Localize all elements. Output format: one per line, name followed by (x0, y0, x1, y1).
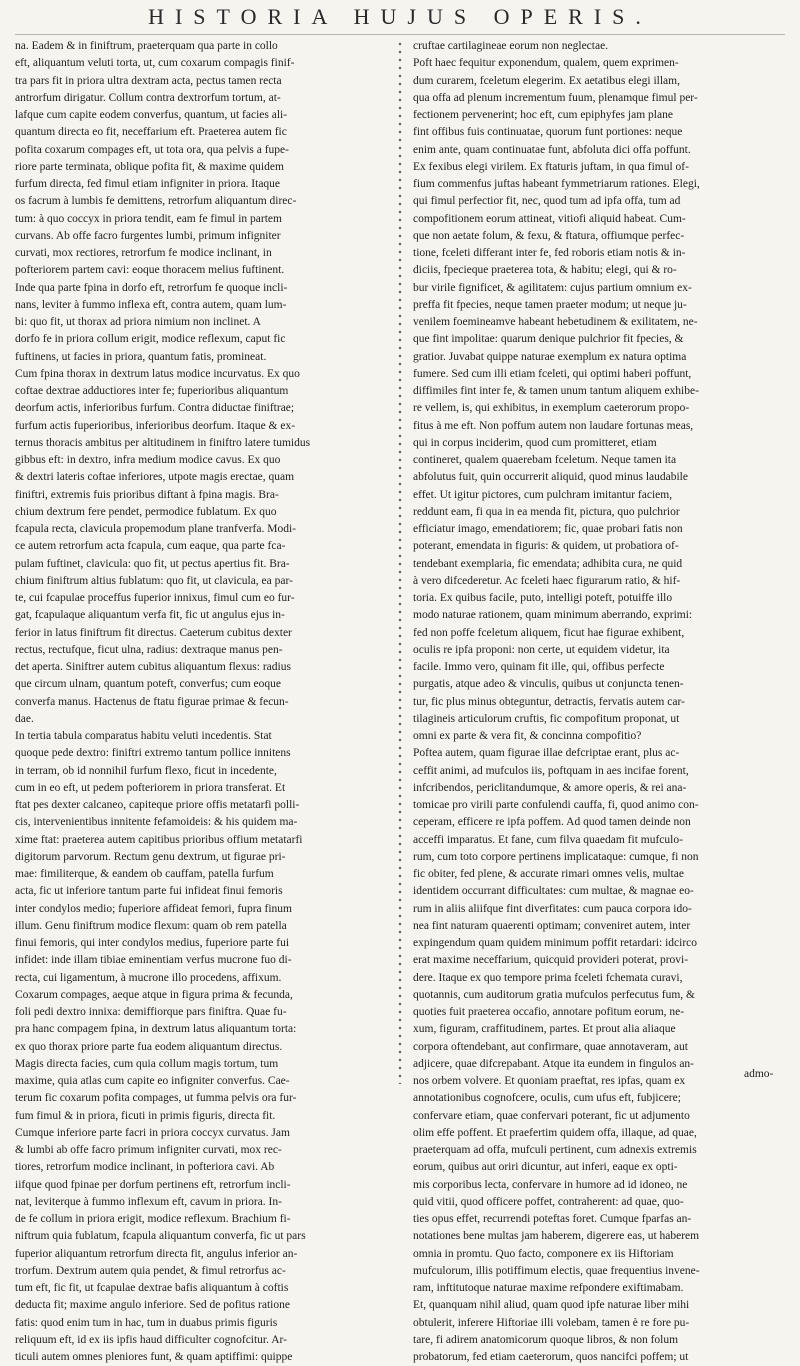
text-line: gratior. Juvabat quippe naturae exemplum ex natura optima (413, 350, 687, 363)
text-line: fic obiter, fed plene, & accurate rimari omnes velis, multae (413, 868, 684, 880)
text-line: de fe collum in priora erigit, modice reflexum. Brachium fi- (15, 1213, 291, 1225)
text-line: cis, intervenientibus innitente fefamoideis: & his quidem ma- (15, 816, 298, 829)
text-line: eft, aliquantum veluti torta, ut, cum coxarum compagis finif- (15, 57, 295, 70)
text-line: mis corporibus lecta, confervare in humore ad id idoneo, ne (413, 1178, 688, 1191)
text-line: nans, leviter à fummo inflexa eft, contra autem, quam lum- (15, 298, 287, 311)
text-line: quantum directa eo fit, neceffarium eft. Praeterea autem fic (15, 126, 287, 139)
text-line: olim effe poffent. Et praefertim quidem offa, illaque, ad quae, (413, 1126, 697, 1139)
text-line: fuperior aliquantum retrorfum directa fit, angulus inferior an- (15, 1247, 298, 1260)
text-line: fitus à me eft. Non poffum autem non laudare fortunas meas, (413, 419, 694, 432)
text-line: bur virile fignificet, & agilitatem: cujus partium omnium ex- (413, 281, 692, 294)
text-line: re vellem, is, qui exhibitus, in exemplum caeterorum propo- (413, 402, 690, 415)
text-line: facile. Immo vero, quinam fit ille, qui, offibus perfecte (413, 661, 665, 673)
text-line: fcapula recta, clavicula propemodum plane tranfverfa. Modi- (15, 523, 296, 535)
text-line: expingendum quam quidem minimum poffit retardari: idcirco (413, 937, 698, 949)
text-line: maxime, quia atlas cum capite eo infigniter converfus. Cae- (15, 1075, 290, 1087)
text-line: fint offibus fuis continuatae, quorum funt portiones: neque (413, 126, 683, 139)
text-line: identidem occurrant difficultates: cum multae, & magnae eo- (413, 885, 694, 898)
text-line: & lumbi ab offe facro primum infigniter curvati, mox rec- (15, 1144, 282, 1156)
text-line: Cumque inferiore parte facri in priora coccyx curvatus. Jam (15, 1126, 290, 1139)
text-line: fumere. Sed cum illi etiam fceleti, qui optimi haberi poffunt, (413, 367, 692, 380)
text-line: Coxarum compages, aeque atque in figura prima & fecunda, (15, 988, 293, 1001)
text-line: mae: fimiliterque, & eandem ob cauffam, patella furfum (15, 868, 274, 880)
text-line: tra pars fit in priora ultra dextram acta, pectus tamen recta (15, 74, 282, 87)
text-line: curvati, mox rectiores, retrorfum fe modice inclinant, in (15, 247, 272, 259)
text-line: pofita coxarum compages eft, ut tota ora, qua pelvis a fupe- (15, 143, 289, 156)
text-line: recta, cui ligamentum, à mucrone illo procedens, affixum. (15, 971, 282, 984)
text-line: tomicae pro virili parte confulendi cauffa, fi, quod animo con- (413, 799, 699, 811)
text-line: quoties fuit praeterea occafio, annotare pofitum eorum, ne- (413, 1006, 685, 1018)
running-title: HISTORIA HUJUS OPERIS. (148, 4, 652, 29)
text-line: tendebant exemplaria, fic emendata; adhibita cura, ne quid (413, 557, 683, 570)
text-line: modo naturae rationem, quam minimum aberrando, exprimi: (413, 609, 693, 622)
text-line: effet. Ut igitur pictores, cum pulchram imitantur faciem, (413, 488, 673, 501)
text-line: foli pedi dextro innixa: demiffiorque pars finiftra. Quae fu- (15, 1006, 287, 1018)
text-line: probatorum, fed etiam caeterorum, quos nancifci poffem; ut (413, 1351, 689, 1363)
text-line: poterant, emendata in figuris: & quidem, ut probatiora of- (413, 540, 679, 553)
header-rule (15, 34, 785, 35)
text-line: furfum actis fuperioribus, inferioribus deorfum. Itaque & ex- (15, 419, 296, 432)
text-line: preffa fit fpecies, neque tamen praeter modum; ut neque ju- (413, 298, 687, 311)
text-line: mufculorum, illis potiffimum electis, quae frequentius invene- (413, 1264, 700, 1277)
text-line: fed non poffe fceletum aliquem, ficut hae figurae exhibent, (413, 626, 685, 639)
text-line: converfa manus. Hactenus de ftatu figurae primae & fecun- (15, 695, 289, 708)
text-line: qua offa ad plenum incrementum fuum, plenamque fimul per- (413, 91, 698, 104)
text-line: curvans. Ab offe facro furgentes lumbi, primum infigniter (15, 229, 281, 242)
text-line: tare, fi adirem anatomicorum quoque libros, & non folum (413, 1333, 679, 1346)
right-text-column (413, 38, 785, 1366)
text-line: nos orbem volvere. Et quoniam praeftat, res ipfas, quam ex (413, 1075, 686, 1087)
text-line: finiftri, extremis fuis prioribus diftant à fpina magis. Bra- (15, 488, 279, 501)
text-line: fatis: quod enim tum in hac, tum in duabus primis figuris (15, 1316, 278, 1329)
text-line: cum in eo eft, ut pedem pofteriorem in priora transferat. Et (15, 781, 286, 794)
text-line: terum fic coxarum pofita compages, ut fumma pelvis ora fur- (15, 1092, 297, 1105)
text-line: illum. Genu finiftrum modice flexum: quam ob rem patella (15, 919, 287, 932)
text-line: fium commenfus juftas habeant fymmetriarum rationes. Elegi, (413, 178, 700, 190)
catchword: admo- (744, 1068, 774, 1080)
text-line: oculis re ipfa proponi: non certe, ut equidem videtur, ita (413, 643, 670, 656)
text-line: ftat pes dexter calcaneo, capiteque priore offis metatarfi polli- (15, 799, 300, 811)
text-line: compofitionem eorum attineat, vitiofi aliquid habeat. Cum- (413, 212, 686, 225)
text-line: inter condylos medio; fuperiore affideat femori, fupra finum (15, 902, 292, 915)
text-line: confervare etiam, quae confervari poterant, fic ut adjumento (413, 1109, 690, 1122)
text-line: eorum, quibus aut oriri dicuntur, aut inferi, eaque ex opti- (413, 1161, 678, 1174)
text-line: que fint impolitae: quarum denique pulchrior fit fpecies, & (413, 333, 684, 346)
text-line: lafque cum capite eodem converfus, quantum, ut facies ali- (15, 109, 288, 121)
text-line: pofteriorem partem cavi: eoque thoracem melius fuftinent. (15, 264, 285, 277)
text-line: diffimiles fint inter fe, & tamen unum tantum aliquem exhibe- (413, 385, 699, 397)
text-line: nea fint naturam quaerenti optimam; conveniret autem, inter (413, 919, 691, 932)
text-line: tiores, retrorfum modice inclinant, in pofteriora cavi. Ab (15, 1161, 275, 1174)
text-line: efficiatur imago, emendatiorem; fic, quae probari fatis non (413, 523, 683, 535)
text-line: abfolutus fuit, quin occurrerit aliquid, quod minus laudabile (413, 471, 688, 484)
text-line: dum curarem, fceletum elegerim. Ex aetatibus elegi illam, (413, 74, 680, 87)
text-line: notationes bene multas jam haberem, digerere eas, ut haberem (413, 1230, 700, 1243)
left-text-column (15, 38, 387, 1366)
text-line: rectus, rectufque, ficut ulna, radius: dextraque manus pen- (15, 643, 283, 656)
text-line: Cum fpina thorax in dextrum latus modice incurvatus. Ex quo (15, 367, 300, 380)
text-line: ferior in latus finiftrum fit directus. Caeterum cubitus dexter (15, 626, 292, 639)
text-line: ticuli autem omnes pleniores funt, & quam aptiffimi: quippe (15, 1351, 293, 1363)
text-line: tur, fic plus minus obteguntur, detractis, fervatis autem car- (413, 695, 685, 708)
text-line: ceffit animi, ad mufculos iis, poftquam in aes incifae forent, (413, 764, 689, 777)
text-line: xime ftat: praeterea autem capitibus prioribus offium metatarfi (15, 833, 303, 846)
text-line: ceperam, efficere re ipfa poffem. Ad quod tamen deinde non (413, 816, 691, 829)
text-line: que non aetate folum, & fexu, & ftatura, offiumque perfec- (413, 229, 685, 242)
text-line: niftrum quia fublatum, fcapula aliquantum converfa, fic ut pars (15, 1230, 306, 1243)
text-line: iifque quod fpinae per dorfum pertinens eft, retrorfum incli- (15, 1178, 291, 1191)
text-line: acceffi imparatus. Et fane, cum filva quaedam fit mufculo- (413, 833, 683, 846)
text-line: deducta fit; maxime angulo inferiore. Sed de pofitus ratione (15, 1299, 290, 1312)
text-line: rum in aliis aliifque fint diverfitates: cum pauca corpora ido- (413, 902, 692, 915)
text-line: cruftae cartilagineae eorum non neglectae. (413, 40, 609, 52)
text-line: tilagineis articulorum cruftis, fic compofitum proponat, ut (413, 712, 680, 725)
text-line: obtulerit, inferere Hiftoriae illi volebam, tamen è re fore pu- (413, 1316, 690, 1329)
text-line: ex quo thorax priore parte fua eodem aliquantum directus. (15, 1040, 283, 1053)
text-line: reliquum eft, id ex iis ipfis haud difficulter cognofcitur. Ar- (15, 1333, 287, 1346)
text-line: coftae dextrae adductiores inter fe; fuperioribus aliquantum (15, 385, 289, 397)
text-line: deorfum actis, inferioribus furfum. Contra diductae finiftrae; (15, 402, 295, 415)
text-line: Poftea autem, quam figurae illae defcriptae erant, plus ac- (413, 747, 680, 760)
text-line: xum, figuram, craffitudinem, partes. Et prout alia aliaque (413, 1023, 676, 1036)
text-line: reddunt eam, fi qua in ea menda fit, pictura, quo pulchrior (413, 505, 680, 518)
text-line: quoque pede dextro: finiftri extremo tantum pollice innitens (15, 747, 291, 760)
text-line: que circum ulnam, quantum poteft, converfus; cum eoque (15, 678, 282, 691)
text-line: toria. Ex quibus facile, puto, intelligi poteft, potuiffe illo (413, 592, 673, 604)
text-line: ce autem retrorfum acta fcapula, cum eaque, qua parte fca- (15, 540, 286, 553)
text-line: trorfum. Dextrum autem quia pendet, & fimul retrorfus ac- (15, 1264, 286, 1277)
text-line: Poft haec fequitur exponendum, qualem, quem exprimen- (413, 57, 679, 70)
text-line: contineret, qualem quaerebam fceletum. Neque tamen ita (413, 454, 677, 466)
text-line: furfum directa, fed fimul etiam infigniter in priora. Itaque (15, 178, 281, 190)
text-line: bi: quo fit, ut thorax ad priora nimium non inclinet. A (15, 316, 261, 328)
text-line: erat maxime neceffarium, quicquid provideri poterat, provi- (413, 954, 689, 967)
text-line: In tertia tabula comparatus habitu veluti incedentis. Stat (15, 730, 272, 742)
text-line: in terram, ob id nonnihil furfum flexo, ficut in incedente, (15, 764, 277, 777)
text-line: gibbus eft: in dextro, infra medium modice cavus. Ex quo (15, 454, 281, 466)
text-line: tione, fceleti differant inter fe, fed roboris etiam notis & in- (413, 247, 686, 259)
text-line: pulam fuftinet, clavicula: quo fit, ut pectus apertius fit. Bra- (15, 557, 290, 570)
text-line: fum fimul & in priora, ficuti in primis figuris, directa fit. (15, 1109, 276, 1122)
text-line: omnia in promtu. Quo facto, componere ex iis Hiftoriam (413, 1247, 674, 1260)
text-line: praeterquam ad offa, mufculi pertinent, cum adnexis extremis (413, 1144, 697, 1156)
text-line: tum eft, fic fit, ut fcapulae dextrae bafis aliquantum à coftis (15, 1282, 289, 1294)
text-line: dorfo fe in priora collum erigit, modice reflexum, caput fic (15, 333, 286, 346)
text-line: Et, quanquam nihil aliud, quam quod ipfe naturae liber mihi (413, 1299, 690, 1312)
text-line: enim ante, quam continuatae funt, abfoluta dici offa poffunt. (413, 143, 691, 156)
text-line: nat, leviterque à fummo inflexum eft, cavum in priora. In- (15, 1195, 282, 1208)
text-line: Ex fexibus elegi virilem. Ex ftaturis juftam, in qua fimul of- (413, 160, 689, 173)
text-line: Inde qua parte fpina in dorfo eft, retrorfum fe quoque incli- (15, 281, 288, 294)
text-line: finui femoris, qui inter condylos medius, fuperiore parte fui (15, 937, 290, 949)
text-line: Magis directa facies, cum quia collum magis tortum, tum (15, 1057, 279, 1070)
text-line: annotationibus cognofcere, oculis, cum ufus eft, fubjicere; (413, 1092, 681, 1105)
text-line: adjicere, quae difcrepabant. Atque ita eundem in fingulos an- (413, 1057, 695, 1070)
text-line: ram, inftitutoque naturae maxime refpondere exiftimabam. (413, 1282, 684, 1294)
text-line: qui fimul perfectior fit, nec, quod tum ad ipfa offa, tum ad (413, 195, 681, 208)
text-line: gat, fcapulaque aliquantum verfa fit, fic ut angulus ejus in- (15, 609, 285, 622)
text-line: corpora oftendebant, aut confirmare, quae annotaveram, aut (413, 1040, 688, 1053)
text-line: te, cui fcapulae proceffus fuperior innixus, fimul cum eo fur- (15, 592, 295, 604)
text-line: omni ex parte & vera fit, & concinna compofitio? (413, 730, 642, 742)
text-line: det aperta. Siniftrer autem cubitus aliquantum flexus: radius (15, 661, 291, 673)
text-line: pra hanc compagem fpina, in dextrum latus aliquantum torta: (15, 1023, 297, 1036)
text-line: acta, fic ut inferiore tantum parte fui infideat finui femoris (15, 885, 283, 898)
text-line: qui in corpus inciderim, quod cum promitteret, etiam (413, 436, 657, 449)
text-line: & dextri lateris coftae inferiores, utpote magis erectae, quam (15, 471, 295, 484)
text-line: digitorum parvorum. Rectum genu dextrum, ut figurae pri- (15, 850, 286, 863)
text-line: chium finiftrum altius fublatum: quo fit, ut clavicula, ea par- (15, 574, 293, 587)
text-line: purgatis, atque adeo & vinculis, quibus ut conjuncta tenen- (413, 678, 684, 691)
text-line: infidet: inde illam tibiae eminentiam verfus mucrone fuo di- (15, 954, 292, 967)
text-line: quid vitii, quod officere poffet, contraherent: ad quae, quo- (413, 1195, 684, 1208)
text-line: na. Eadem & in finiftrum, praeterquam qua parte in collo (15, 40, 278, 52)
text-line: venilem foemineamve habeant hebetudinem & exilitatem, ne- (413, 316, 698, 328)
text-line: quotannis, cum auditorum gratia mufculos perfecutus fum, & (413, 988, 696, 1001)
text-line: à vero difcederetur. Ac fceleti haec figurarum ratio, & hif- (413, 574, 681, 587)
text-line: dae. (15, 712, 34, 725)
text-line: fectionem pervenerint; hoc eft, cum epiphyfes jam plane (413, 109, 673, 121)
text-line: fuftinens, ut facies in priora, quantum fatis, promineat. (15, 350, 267, 363)
text-line: rum, cum toto corpore pertinens implicataque: cumque, fi non (413, 850, 699, 863)
text-line: ternus thoracis ambitus per altitudinem in finiftro latere tumidus (15, 436, 311, 449)
text-line: ties opus effet, recurrendi poteftas foret. Cumque fparfas an- (413, 1213, 692, 1225)
text-line: diciis, fpecieque praeterea tota, & habitu; elegi, qui & ro- (413, 264, 677, 277)
text-line: antrorfum dirigatur. Collum contra dextrorfum tortum, at- (15, 91, 281, 104)
text-line: os facrum à lumbis fe demittens, retrorfum aliquantum direc- (15, 195, 297, 208)
text-line: infcribendos, periclitandumque, & amore operis, & rei ana- (413, 781, 687, 794)
column-dotted-rule (396, 40, 404, 1084)
text-line: chium dextrum fere pendet, permodice fublatum. Ex quo (15, 505, 277, 518)
text-line: tum: à quo coccyx in priora tendit, eam fe fimul in partem (15, 212, 282, 225)
text-line: riore parte terminata, oblique pofita fit, & maxime quidem (15, 160, 284, 173)
text-line: dere. Itaque ex quo tempore prima fceleti fchemata curavi, (413, 971, 683, 984)
